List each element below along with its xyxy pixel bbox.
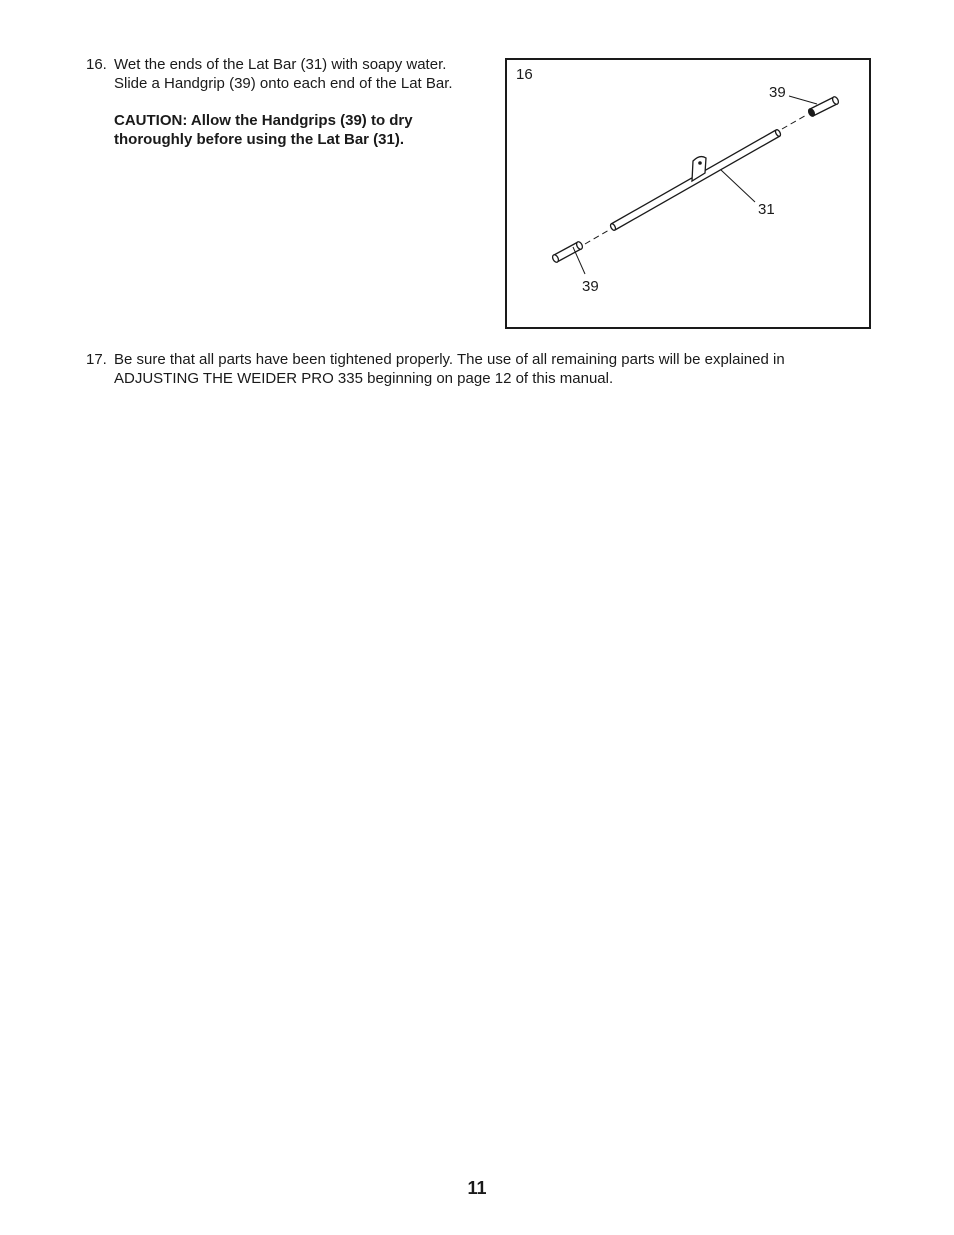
handgrip-top: [807, 96, 839, 117]
step-body: [114, 55, 486, 149]
page-number: 11: [467, 1178, 487, 1198]
step-number: 16.: [86, 56, 107, 73]
lat-bar-diagram: [507, 60, 869, 327]
lat-bar: [609, 129, 781, 231]
step-17: [86, 350, 846, 390]
caution-note: [114, 111, 486, 149]
step-16: [86, 55, 486, 155]
callout-39-top: 39: [769, 84, 786, 101]
assembly-figure: [505, 58, 871, 329]
caution-line: thoroughly before using the Lat Bar (31).: [114, 131, 405, 148]
instruction-line: Wet the ends of the Lat Bar (31) with soapy water.: [114, 56, 447, 73]
callout-39-bottom: 39: [582, 278, 599, 295]
instruction-line: Slide a Handgrip (39) onto each end of the Lat Bar.: [114, 75, 453, 92]
instruction-line: Be sure that all parts have been tightened properly. The use of all remaining parts will be explained in: [114, 351, 785, 368]
step-body: [114, 350, 834, 388]
instruction-line: ADJUSTING THE WEIDER PRO 335 beginning on page 12 of this manual.: [114, 370, 614, 387]
figure-number: 16: [516, 66, 533, 83]
callout-31: 31: [758, 201, 775, 218]
caution-line: CAUTION: Allow the Handgrips (39) to dry: [114, 112, 413, 129]
alignment-dashes: [585, 114, 808, 244]
step-number: 17.: [86, 351, 107, 368]
lat-bar-tab: [692, 157, 706, 181]
